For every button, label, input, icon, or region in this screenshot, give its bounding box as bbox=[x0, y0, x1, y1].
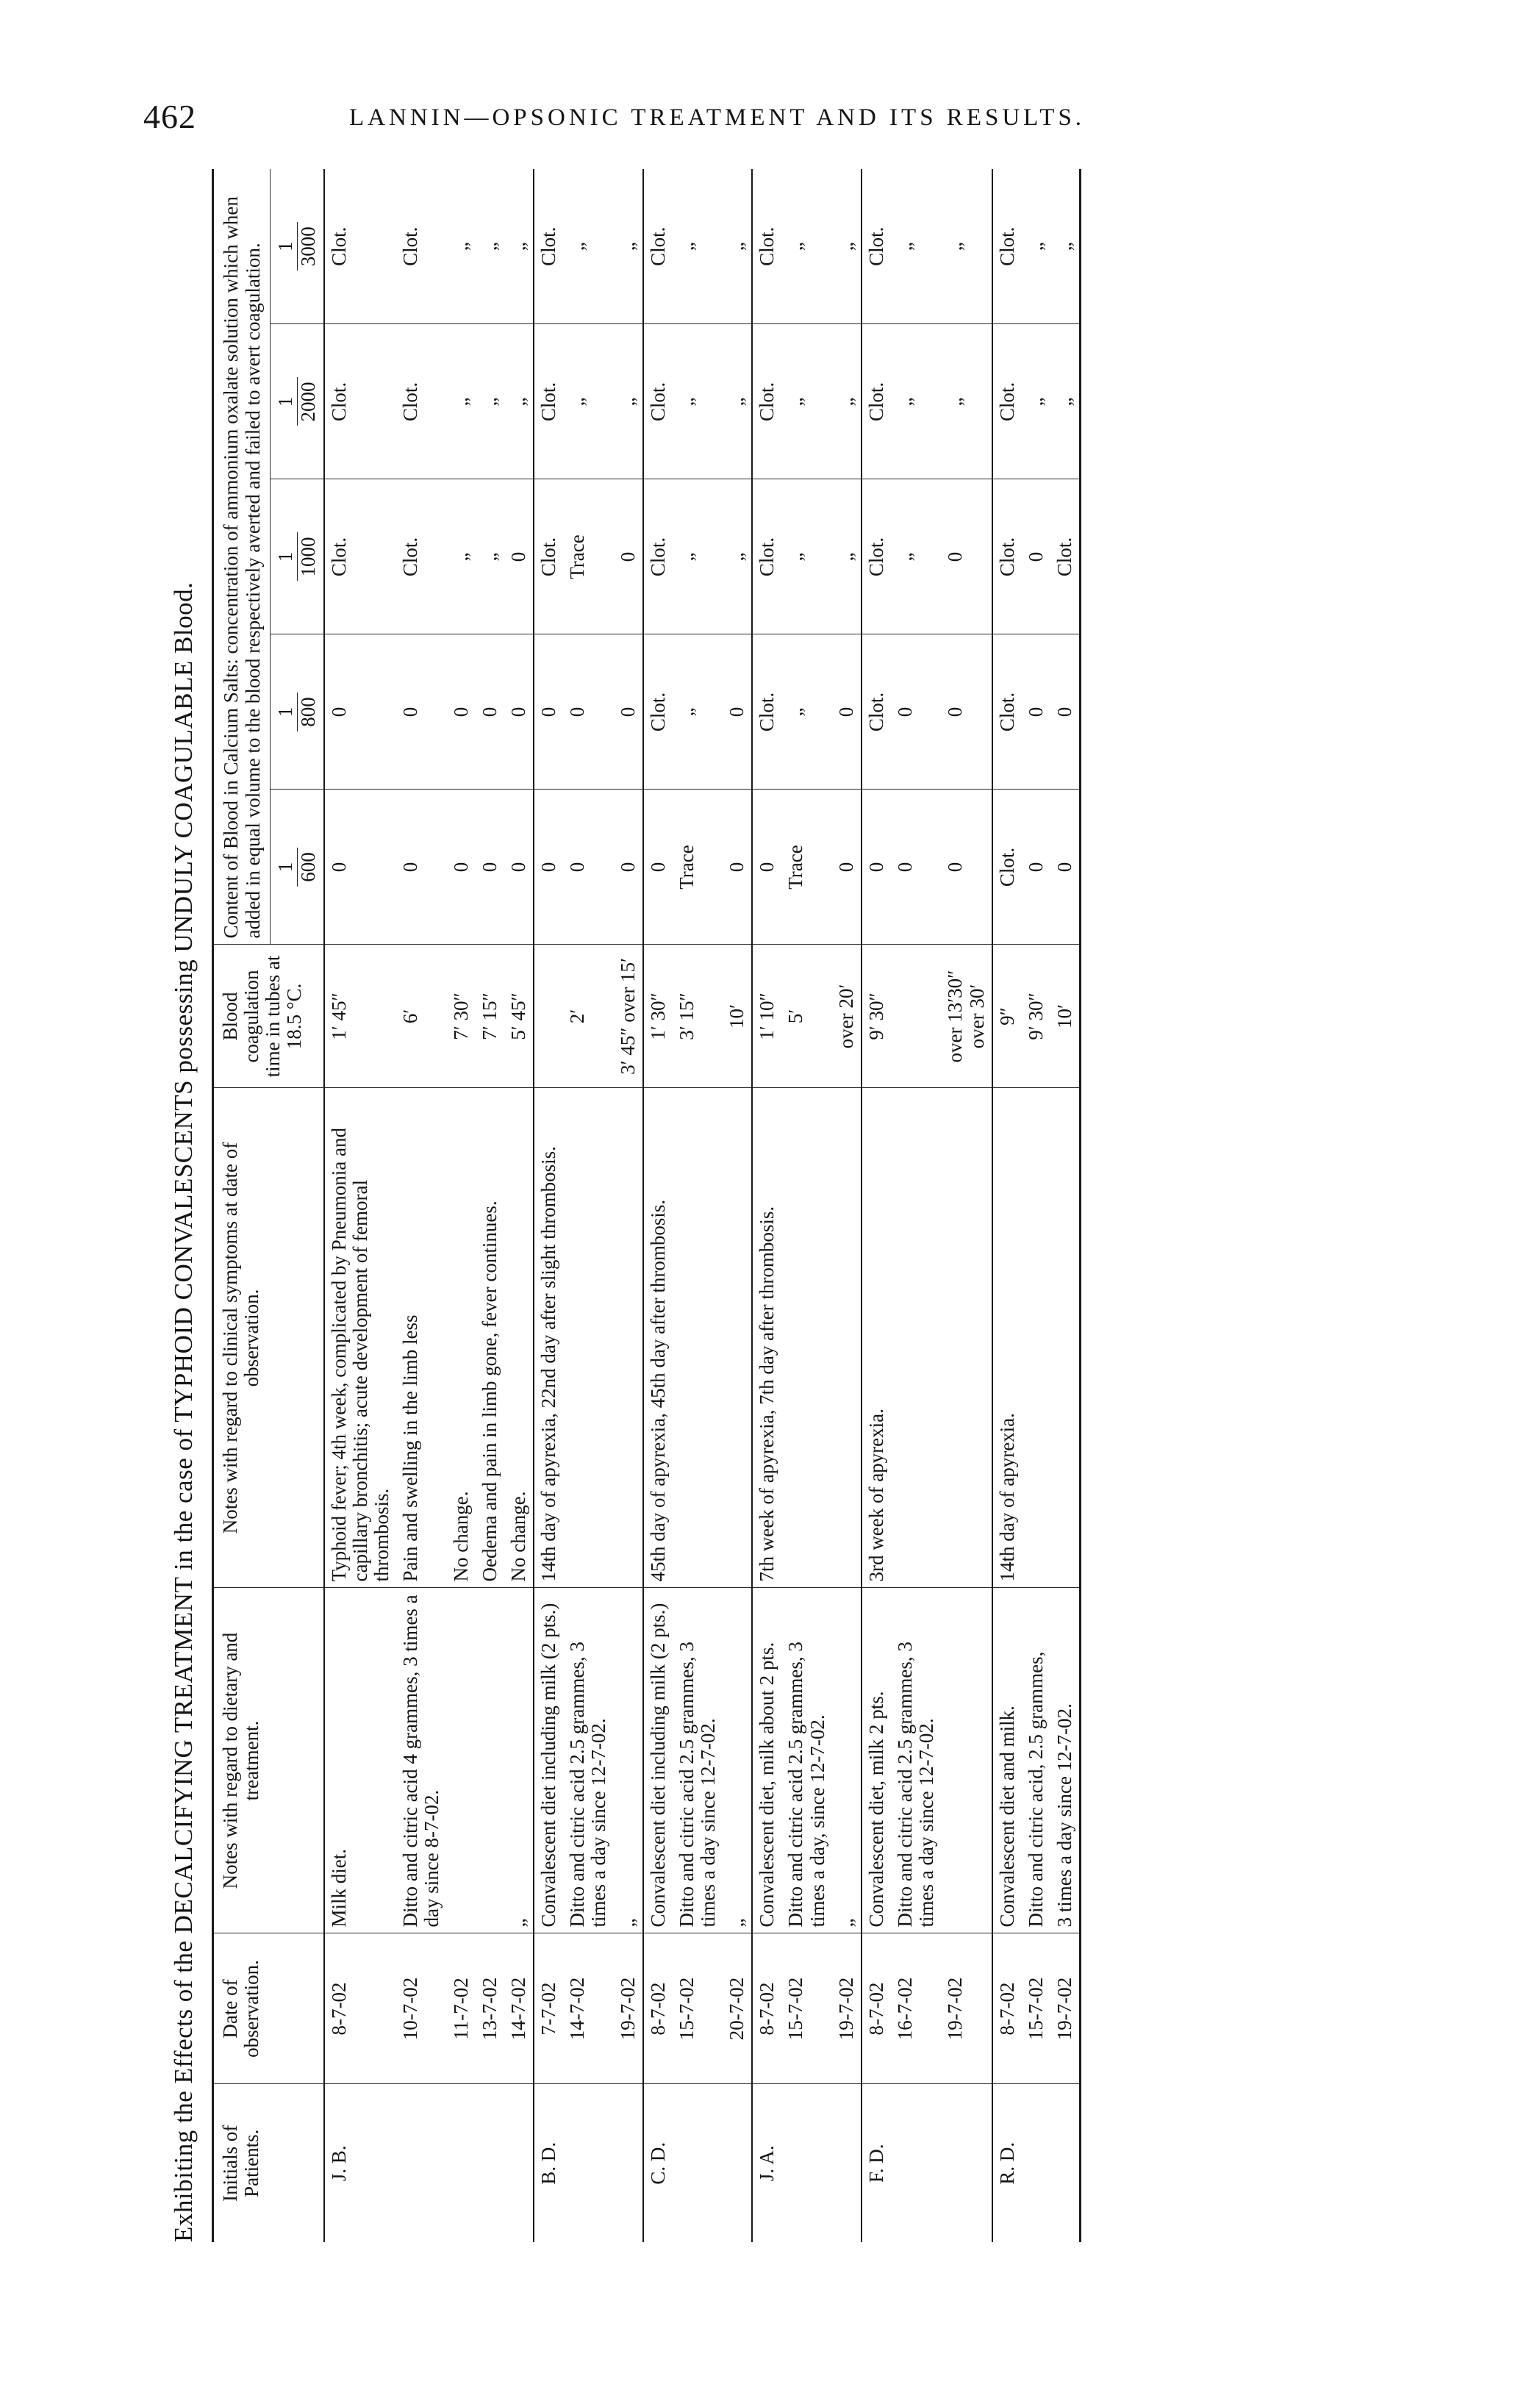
calcium-result: „ bbox=[891, 169, 941, 324]
table-row bbox=[614, 169, 643, 2242]
fraction-denominator: 800 bbox=[296, 697, 319, 727]
calcium-result: 0 bbox=[324, 790, 396, 945]
calcium-result: Clot. bbox=[324, 324, 396, 479]
calcium-result: Clot. bbox=[752, 479, 781, 634]
coagulation-time: 9′ 30″ bbox=[862, 945, 891, 1088]
calcium-result: 0 bbox=[723, 790, 752, 945]
calcium-result: „ bbox=[1050, 169, 1081, 324]
observation-date: 15-7-02 bbox=[1022, 1933, 1050, 2084]
table-row bbox=[504, 169, 534, 2242]
observation-date: 19-7-02 bbox=[614, 1933, 643, 2084]
calcium-result: „ bbox=[941, 169, 992, 324]
clinical-note: No change. bbox=[504, 1088, 534, 1588]
diet-note: „ bbox=[723, 1588, 752, 1933]
observation-date: 19-7-02 bbox=[832, 1933, 862, 2084]
patient-initials: J. B. bbox=[324, 2084, 534, 2242]
calcium-result: Clot. bbox=[396, 169, 446, 324]
observation-date: 15-7-02 bbox=[781, 1933, 831, 2084]
observation-date: 8-7-02 bbox=[324, 1933, 396, 2084]
calcium-result: 0 bbox=[862, 790, 891, 945]
table-row bbox=[781, 169, 831, 2242]
table-row bbox=[673, 169, 723, 2242]
calcium-result: „ bbox=[891, 324, 941, 479]
observation-date: 14-7-02 bbox=[563, 1933, 613, 2084]
calcium-result: 0 bbox=[476, 634, 504, 790]
patient-initials: F. D. bbox=[862, 2084, 992, 2242]
calcium-result: 0 bbox=[563, 790, 613, 945]
calcium-result: Clot. bbox=[862, 169, 891, 324]
calcium-result: Clot. bbox=[752, 324, 781, 479]
patient-initials: J. A. bbox=[752, 2084, 862, 2242]
table-row bbox=[862, 169, 891, 2242]
calcium-result: Clot. bbox=[643, 169, 673, 324]
fraction-denominator: 2000 bbox=[296, 382, 319, 422]
coagulation-time: 9′ 30″ bbox=[1022, 945, 1050, 1088]
diet-note: „ bbox=[832, 1588, 862, 1933]
calcium-result: Clot. bbox=[862, 634, 891, 790]
col-notes-header: Notes with regard to clinical symptoms at date of observation. bbox=[213, 1088, 324, 1588]
calcium-result: „ bbox=[563, 324, 613, 479]
coagulation-time bbox=[534, 945, 563, 1088]
calcium-result: „ bbox=[447, 479, 476, 634]
calcium-result: „ bbox=[832, 169, 862, 324]
calcium-result: Clot. bbox=[1050, 479, 1081, 634]
calcium-result: 0 bbox=[1050, 634, 1081, 790]
col-salts-header: Content of Blood in Calcium Salts: concentration of ammonium oxalate solution which when added in equal volume to the blood respectively averted and failed to avert coagulation. bbox=[213, 169, 271, 945]
table-row bbox=[396, 169, 446, 2242]
observation-date: 8-7-02 bbox=[992, 1933, 1022, 2084]
patient-initials: C. D. bbox=[643, 2084, 753, 2242]
calcium-result: „ bbox=[673, 324, 723, 479]
fraction-header bbox=[271, 479, 324, 634]
calcium-result: Clot. bbox=[643, 634, 673, 790]
clinical-note: No change. bbox=[447, 1088, 476, 1588]
calcium-result: Clot. bbox=[534, 324, 563, 479]
calcium-result: 0 bbox=[832, 790, 862, 945]
coagulation-time: 5′ 45″ bbox=[504, 945, 534, 1088]
diet-note: Convalescent diet including milk (2 pts.) bbox=[534, 1588, 563, 1933]
coagulation-time: 7′ 15″ bbox=[476, 945, 504, 1088]
calcium-result: Clot. bbox=[992, 790, 1022, 945]
patient-initials: B. D. bbox=[534, 2084, 643, 2242]
coagulation-time: 1′ 30″ bbox=[643, 945, 673, 1088]
diet-note: Ditto and citric acid, 2.5 grammes, bbox=[1022, 1588, 1050, 1933]
clinical-note bbox=[941, 1088, 992, 1588]
fraction-numerator: 1 bbox=[275, 222, 297, 271]
table-row bbox=[891, 169, 941, 2242]
col-coag-header: Blood coagulation time in tubes at 18.5 °C. bbox=[213, 945, 324, 1088]
diet-note: Ditto and citric acid 4 grammes, 3 times a day since 8-7-02. bbox=[396, 1588, 446, 1933]
calcium-result: 0 bbox=[614, 479, 643, 634]
calcium-result: 0 bbox=[832, 634, 862, 790]
clinical-note: Pain and swelling in the limb less bbox=[396, 1088, 446, 1588]
calcium-result: „ bbox=[673, 479, 723, 634]
calcium-result: 0 bbox=[941, 790, 992, 945]
diet-note bbox=[447, 1588, 476, 1933]
clinical-note bbox=[673, 1088, 723, 1588]
calcium-result: 0 bbox=[614, 634, 643, 790]
diet-note: Ditto and citric acid 2.5 grammes, 3 times a day since 12-7-02. bbox=[891, 1588, 941, 1933]
page-number: 462 bbox=[143, 98, 196, 135]
rotated-table-page bbox=[169, 169, 1419, 2242]
coagulation-time: 6′ bbox=[396, 945, 446, 1088]
calcium-result: 0 bbox=[534, 634, 563, 790]
calcium-result: „ bbox=[614, 169, 643, 324]
diet-note bbox=[476, 1588, 504, 1933]
table-row bbox=[643, 169, 673, 2242]
fraction-denominator: 1000 bbox=[296, 537, 319, 577]
clinical-note: Oedema and pain in limb gone, fever continues. bbox=[476, 1088, 504, 1588]
diet-note: 3 times a day since 12-7-02. bbox=[1050, 1588, 1081, 1933]
calcium-result: Clot. bbox=[534, 169, 563, 324]
coagulation-time: 10′ bbox=[1050, 945, 1081, 1088]
table-row bbox=[723, 169, 752, 2242]
calcium-result: 0 bbox=[476, 790, 504, 945]
fraction-numerator: 1 bbox=[275, 848, 297, 887]
clinical-note: 3rd week of apyrexia. bbox=[862, 1088, 891, 1588]
calcium-result: 0 bbox=[752, 790, 781, 945]
table-row bbox=[752, 169, 781, 2242]
calcium-result: 0 bbox=[396, 634, 446, 790]
calcium-result: „ bbox=[476, 479, 504, 634]
patient-initials: R. D. bbox=[992, 2084, 1081, 2242]
calcium-result: Clot. bbox=[396, 324, 446, 479]
table-row bbox=[563, 169, 613, 2242]
observation-date: 19-7-02 bbox=[1050, 1933, 1081, 2084]
diet-note: Convalescent diet including milk (2 pts.) bbox=[643, 1588, 673, 1933]
diet-note: Ditto and citric acid 2.5 grammes, 3 times a day, since 12-7-02. bbox=[781, 1588, 831, 1933]
calcium-result: „ bbox=[1022, 169, 1050, 324]
fraction-header bbox=[271, 324, 324, 479]
calcium-result: Clot. bbox=[752, 634, 781, 790]
calcium-result: „ bbox=[447, 169, 476, 324]
diet-note: Milk diet. bbox=[324, 1588, 396, 1933]
calcium-result: 0 bbox=[396, 790, 446, 945]
observation-date: 15-7-02 bbox=[673, 1933, 723, 2084]
table-row bbox=[1022, 169, 1050, 2242]
calcium-result: 0 bbox=[891, 634, 941, 790]
col-initials-header: Initials of Patients. bbox=[213, 2084, 324, 2242]
running-title: LANNIN—OPSONIC TREATMENT AND ITS RESULTS. bbox=[349, 104, 1086, 131]
calcium-result: Trace bbox=[563, 479, 613, 634]
clinical-note bbox=[891, 1088, 941, 1588]
coagulation-time: over 13′30″ over 30′ bbox=[941, 945, 992, 1088]
calcium-result: Clot. bbox=[534, 479, 563, 634]
fraction-denominator: 600 bbox=[296, 852, 319, 882]
fraction-header bbox=[271, 790, 324, 945]
table-row bbox=[832, 169, 862, 2242]
table-row bbox=[324, 169, 396, 2242]
calcium-result: „ bbox=[476, 169, 504, 324]
coagulation-table bbox=[212, 169, 1081, 2242]
clinical-note bbox=[614, 1088, 643, 1588]
clinical-note: 7th week of apyrexia, 7th day after thrombosis. bbox=[752, 1088, 781, 1588]
clinical-note: Typhoid fever; 4th week, complicated by Pneumonia and capillary bronchitis; acute development of femoral thrombosis. bbox=[324, 1088, 396, 1588]
calcium-result: 0 bbox=[504, 790, 534, 945]
observation-date: 10-7-02 bbox=[396, 1933, 446, 2084]
calcium-result: Trace bbox=[781, 790, 831, 945]
clinical-note bbox=[563, 1088, 613, 1588]
calcium-result: Clot. bbox=[643, 479, 673, 634]
calcium-result: 0 bbox=[1050, 790, 1081, 945]
coagulation-time: 3′ 45″ over 15′ bbox=[614, 945, 643, 1088]
calcium-result: 0 bbox=[534, 790, 563, 945]
fraction-header bbox=[271, 634, 324, 790]
col-diet-header: Notes with regard to dietary and treatment. bbox=[213, 1588, 324, 1933]
calcium-result: Clot. bbox=[992, 324, 1022, 479]
calcium-result: „ bbox=[673, 634, 723, 790]
diet-note: Convalescent diet, milk about 2 pts. bbox=[752, 1588, 781, 1933]
calcium-result: Clot. bbox=[396, 479, 446, 634]
coagulation-time: 7′ 30″ bbox=[447, 945, 476, 1088]
diet-note: Ditto and citric acid 2.5 grammes, 3 times a day since 12-7-02. bbox=[563, 1588, 613, 1933]
calcium-result: „ bbox=[781, 324, 831, 479]
calcium-result: 0 bbox=[643, 790, 673, 945]
clinical-note bbox=[1022, 1088, 1050, 1588]
calcium-result: „ bbox=[781, 634, 831, 790]
fraction-denominator: 3000 bbox=[296, 226, 319, 267]
coagulation-time: 1′ 45″ bbox=[324, 945, 396, 1088]
calcium-result: 0 bbox=[1022, 634, 1050, 790]
calcium-result: Clot. bbox=[992, 634, 1022, 790]
observation-date: 16-7-02 bbox=[891, 1933, 941, 2084]
observation-date: 8-7-02 bbox=[643, 1933, 673, 2084]
calcium-result: „ bbox=[563, 169, 613, 324]
table-row bbox=[941, 169, 992, 2242]
calcium-result: Clot. bbox=[643, 324, 673, 479]
observation-date: 13-7-02 bbox=[476, 1933, 504, 2084]
diet-note: „ bbox=[614, 1588, 643, 1933]
coagulation-time: 3′ 15″ bbox=[673, 945, 723, 1088]
fraction-header bbox=[271, 169, 324, 324]
table-caption: Exhibiting the Effects of the DECALCIFYING TREATMENT in the case of TYPHOID CONVALESCENTS possessing UNDULY COAGULABLE Blood. bbox=[169, 581, 198, 2242]
clinical-note: 45th day of apyrexia, 45th day after thrombosis. bbox=[643, 1088, 673, 1588]
calcium-result: 0 bbox=[614, 790, 643, 945]
calcium-result: „ bbox=[504, 324, 534, 479]
diet-note: Convalescent diet, milk 2 pts. bbox=[862, 1588, 891, 1933]
clinical-note bbox=[832, 1088, 862, 1588]
table-row bbox=[1050, 169, 1081, 2242]
table-row bbox=[992, 169, 1022, 2242]
calcium-result: „ bbox=[723, 479, 752, 634]
clinical-note: 14th day of apyrexia, 22nd day after slight thrombosis. bbox=[534, 1088, 563, 1588]
col-date-header: Date of observation. bbox=[213, 1933, 324, 2084]
calcium-result: 0 bbox=[941, 479, 992, 634]
calcium-result: 0 bbox=[1022, 479, 1050, 634]
observation-date: 8-7-02 bbox=[862, 1933, 891, 2084]
calcium-result: Clot. bbox=[862, 479, 891, 634]
calcium-result: 0 bbox=[1022, 790, 1050, 945]
calcium-result: Clot. bbox=[324, 169, 396, 324]
coagulation-time bbox=[891, 945, 941, 1088]
calcium-result: Clot. bbox=[324, 479, 396, 634]
coagulation-time: 5′ bbox=[781, 945, 831, 1088]
calcium-result: „ bbox=[447, 324, 476, 479]
calcium-result: 0 bbox=[563, 634, 613, 790]
coagulation-time: over 20′ bbox=[832, 945, 862, 1088]
calcium-result: „ bbox=[723, 324, 752, 479]
table-row bbox=[534, 169, 563, 2242]
fraction-numerator: 1 bbox=[275, 693, 297, 731]
clinical-note bbox=[723, 1088, 752, 1588]
table-row bbox=[476, 169, 504, 2242]
diet-note: „ bbox=[504, 1588, 534, 1933]
calcium-result: „ bbox=[832, 479, 862, 634]
calcium-result: „ bbox=[1050, 324, 1081, 479]
calcium-result: 0 bbox=[504, 479, 534, 634]
calcium-result: „ bbox=[723, 169, 752, 324]
calcium-result: 0 bbox=[324, 634, 396, 790]
calcium-result: Trace bbox=[673, 790, 723, 945]
clinical-note bbox=[781, 1088, 831, 1588]
calcium-result: Clot. bbox=[752, 169, 781, 324]
calcium-result: Clot. bbox=[992, 169, 1022, 324]
calcium-result: „ bbox=[891, 479, 941, 634]
calcium-result: „ bbox=[504, 169, 534, 324]
calcium-result: „ bbox=[614, 324, 643, 479]
coagulation-time: 2′ bbox=[563, 945, 613, 1088]
calcium-result: „ bbox=[1022, 324, 1050, 479]
diet-note: Convalescent diet and milk. bbox=[992, 1588, 1022, 1933]
calcium-result: 0 bbox=[447, 790, 476, 945]
diet-note: Ditto and citric acid 2.5 grammes, 3 times a day since 12-7-02. bbox=[673, 1588, 723, 1933]
observation-date: 19-7-02 bbox=[941, 1933, 992, 2084]
calcium-result: 0 bbox=[891, 790, 941, 945]
diet-note bbox=[941, 1588, 992, 1933]
calcium-result: 0 bbox=[504, 634, 534, 790]
calcium-result: „ bbox=[941, 324, 992, 479]
observation-date: 7-7-02 bbox=[534, 1933, 563, 2084]
observation-date: 11-7-02 bbox=[447, 1933, 476, 2084]
observation-date: 8-7-02 bbox=[752, 1933, 781, 2084]
calcium-result: Clot. bbox=[862, 324, 891, 479]
calcium-result: 0 bbox=[723, 634, 752, 790]
calcium-result: 0 bbox=[941, 634, 992, 790]
calcium-result: Clot. bbox=[992, 479, 1022, 634]
coagulation-time: 1′ 10″ bbox=[752, 945, 781, 1088]
fraction-numerator: 1 bbox=[275, 378, 297, 426]
fraction-numerator: 1 bbox=[275, 533, 297, 581]
table-row bbox=[447, 169, 476, 2242]
clinical-note: 14th day of apyrexia. bbox=[992, 1088, 1022, 1588]
calcium-result: 0 bbox=[447, 634, 476, 790]
calcium-result: „ bbox=[781, 169, 831, 324]
calcium-result: „ bbox=[476, 324, 504, 479]
calcium-result: „ bbox=[781, 479, 831, 634]
calcium-result: „ bbox=[673, 169, 723, 324]
coagulation-time: 9″ bbox=[992, 945, 1022, 1088]
coagulation-time: 10′ bbox=[723, 945, 752, 1088]
observation-date: 20-7-02 bbox=[723, 1933, 752, 2084]
observation-date: 14-7-02 bbox=[504, 1933, 534, 2084]
calcium-result: „ bbox=[832, 324, 862, 479]
clinical-note bbox=[1050, 1088, 1081, 1588]
